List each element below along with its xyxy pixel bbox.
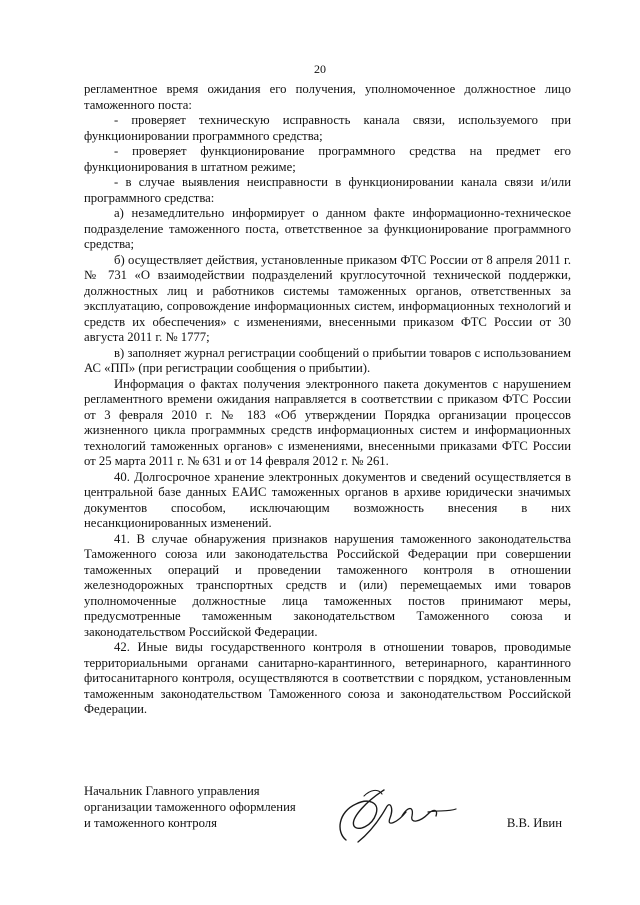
paragraph-40: 40. Долгосрочное хранение электронных документов и сведений осуществляется в центральной базе данных ЕАИС таможенных органов в архиве юридически значимых документов способом, исключающим возможность внесения в них несанкционированных изменений. [84, 469, 571, 530]
paragraph-information: Информация о фактах получения электронного пакета документов с нарушением регламентного времени ожидания направляется в соответствии с приказом ФТС России от 3 февраля 2010 г. № 183 «Об утверждении Порядка организации процессов жизненного цикла программных средств информационных систем и информационных технологий таможенных органов» с изменениями, внесенными приказами ФТС России от 25 марта 2011 г. № 631 и от 14 февраля 2012 г. № 261. [84, 376, 571, 468]
page-number: 20 [314, 62, 326, 76]
paragraph-41: 41. В случае обнаружения признаков нарушения таможенного законодательства Таможенного союза или законодательства Российской Федерации при совершении таможенных операций и проведении таможенного контроля в отношении железнодорожных транспортных средств и (или) перемещаемых ими товаров уполномоченные должностные лица таможенных постов принимают меры, предусмотренные таможенным законодательством Таможенного союза и законодательством Российской Федерации. [84, 531, 571, 639]
paragraph-item-b: б) осуществляет действия, установленные приказом ФТС России от 8 апреля 2011 г. № 731 «О взаимодействии подразделений круглосуточной технической поддержки, должностных лиц и работников системы таможенных органов, ответственных за эксплуатацию, сопровождение информационных систем, информационных технологий и средств их обеспечения» с изменениями, внесенными приказом ФТС России от 30 августа 2011 г. № 1777; [84, 252, 571, 344]
paragraph-item-a: а) незамедлительно информирует о данном факте информационно-техническое подразделение таможенного поста, ответственное за функционирование программного средства; [84, 206, 571, 251]
paragraph-continuation: регламентное время ожидания его получения, уполномоченное должностное лицо таможенного поста: [84, 82, 571, 112]
paragraph-check-channel: - проверяет техническую исправность канала связи, используемого при функционировании программного средства; [84, 113, 571, 143]
paragraph-check-software: - проверяет функционирование программного средства на предмет его функционирования в штатном режиме; [84, 144, 571, 174]
signatory-title-line: организации таможенного оформления [84, 799, 296, 814]
document-body [84, 82, 571, 718]
signatory-title-line: и таможенного контроля [84, 815, 217, 830]
signatory-title-line: Начальник Главного управления [84, 784, 260, 798]
signatory-name: В.В. Ивин [506, 816, 562, 830]
handwritten-signature [328, 782, 458, 852]
signatory-title [84, 784, 296, 831]
paragraph-malfunction: - в случае выявления неисправности в функционировании канала связи и/или программного средства: [84, 175, 571, 205]
paragraph-42: 42. Иные виды государственного контроля в отношении товаров, проводимые территориальными органами санитарно-карантинного, ветеринарного, карантинного фитосанитарного контроля, осуществляются в соответствии с порядком, установленным таможенным законодательством Таможенного союза и законодательством Российской Федерации. [84, 640, 571, 716]
paragraph-item-v: в) заполняет журнал регистрации сообщений о прибытии товаров с использованием АС «ПП» (при регистрации сообщения о прибытии). [84, 345, 571, 375]
